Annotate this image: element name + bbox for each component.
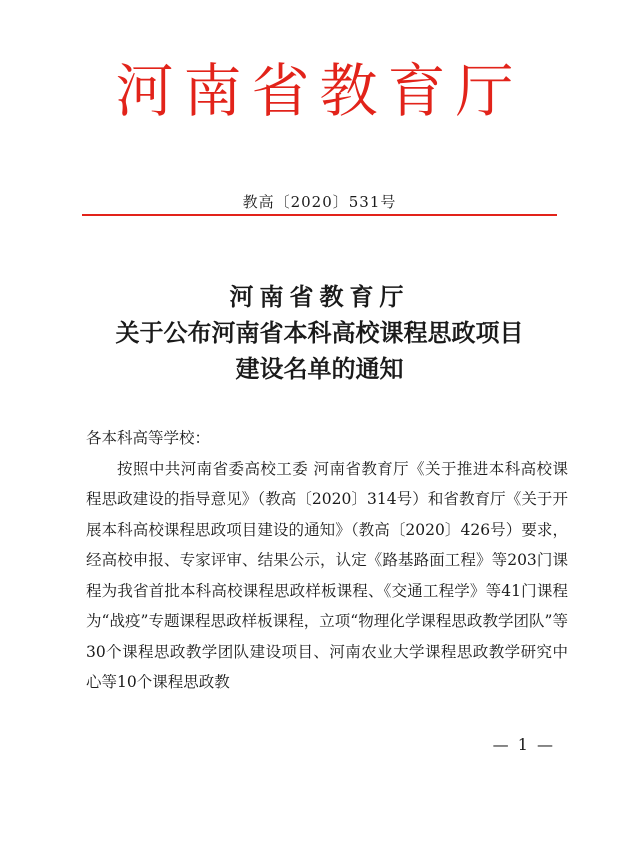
red-divider-line <box>82 214 557 216</box>
body-paragraph: 按照中共河南省委高校工委 河南省教育厅《关于推进本科高校课程思政建设的指导意见》（教高〔2020〕314号）和省教育厅《关于开展本科高校课程思政项目建设的通知》（教高〔2020〕426号）要求，经高校申报、专家评审、结果公示，认定《路基路面工程》等203门课程为我省首批本科高校课程思政样板课程、《交通工程学》等41门课程为“战疫”专题课程思政样板课程，立项“物理化学课程思政教学团队”等30个课程思政教学团队建设项目、河南农业大学课程思政教学研究中心等10个课程思政教 <box>86 459 568 691</box>
page-number: — 1 — <box>492 735 555 754</box>
salutation: 各本科高等学校： <box>86 429 211 447</box>
masthead-title: 河南省教育厅 <box>115 57 524 125</box>
title-line-3: 建设名单的通知 <box>235 354 404 383</box>
notice-title <box>0 279 639 387</box>
document-number: 教高〔2020〕531号 <box>242 193 397 211</box>
title-line-1: 河南省教育厅 <box>229 282 410 311</box>
title-line-2: 关于公布河南省本科高校课程思政项目 <box>115 318 524 347</box>
notice-body <box>86 423 568 698</box>
